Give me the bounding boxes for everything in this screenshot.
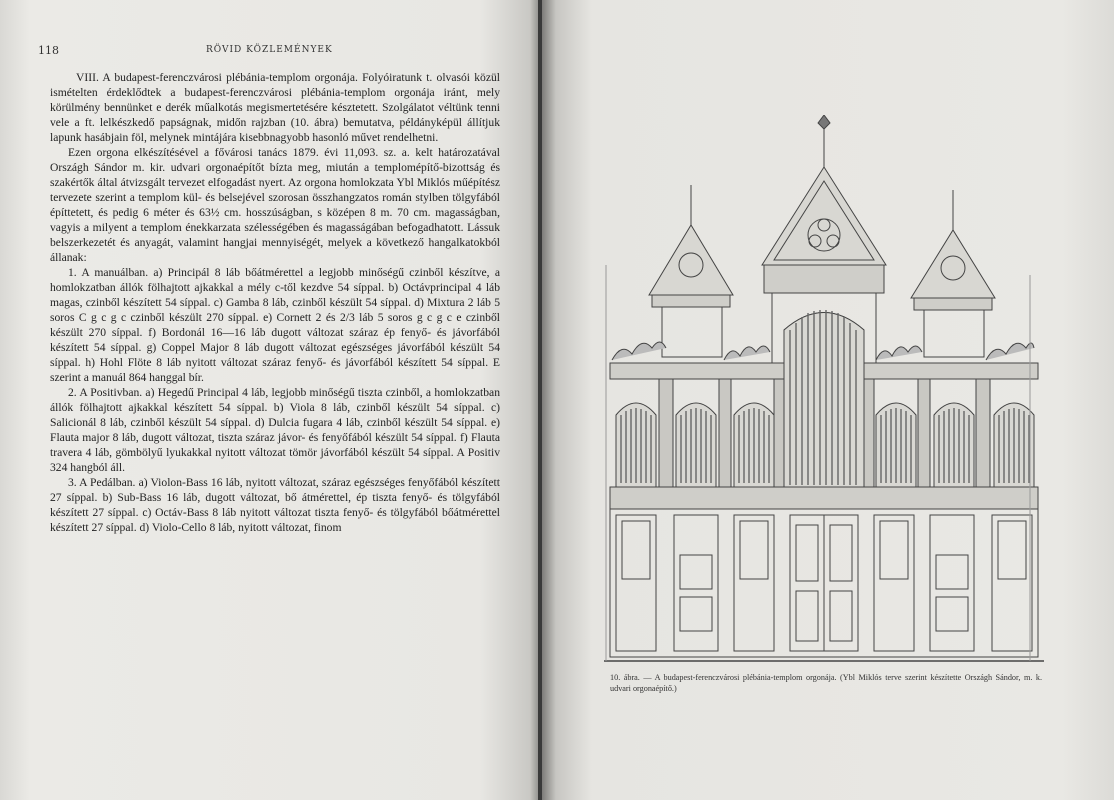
paragraph-intro: VIII. A budapest-ferenczvárosi plébánia-templom orgonája. Folyóiratunk t. olvasói közül ismételten érdeklődtek a budapest-ferenczvárosi plébánia-templom orgonája iránt, mely körülmény bennünket e derék műalkotás megismertetésére késztetett. Szolgálatot véltünk tenni vele a ft. lelkészkedő papságnak, midőn rajzban (10. ábra) bemutatva, példányképül állítjuk lapunk hasábjain föl, melynek mintájára kisebbnagyobb hasonló művet rendelhetni. — [50, 71, 500, 144]
organ-facade-drawing-icon — [604, 115, 1044, 663]
page-number: 118 — [38, 44, 59, 57]
paragraph-history: Ezen orgona elkészítésével a fővárosi tanács 1879. évi 11,093. sz. a. kelt határozatával Országh Sándor m. kir. udvari orgonaépítőt bízta meg, miután a templomépítő-bizottság és szakértők által átvizsgált tervezet elfogadást nyert. Az orgona homlokzata Ybl Miklós műépítész tervezete szerint a templom kül- és belsejével szorosan összhangzatos román stylben tölgyfából építtetett, és pedig 6 méter és 63½ cm. hosszúságban, s középen 8 m. 70 cm. magasságban, vagyis a milyent a templom énekkarzata szélességében és magasságában befogadhatott. Lássuk belszerkezetét és anyagát, valamint hangjai mennyiségét, melyek a következő hangalkatokból állanak: — [50, 146, 500, 264]
paragraph-pedal: 3. A Pedálban. a) Violon-Bass 16 láb, nyitott változat, száraz egészséges fenyőfából készített 27 síppal. b) Sub-Bass 16 láb, dugott változat, bő átmérettel, ép tiszta fenyő- és tölgyfából készített 27 síppal. c) Octáv-Bass 8 láb nyitott változat tiszta fenyő- és tölgyfából bőátmérettel készített 27 síppal. d) Violo-Cello 8 láb, nyitott változat, finom — [50, 476, 500, 534]
article-text — [50, 70, 500, 535]
running-head-title: RÖVID KÖZLEMÉNYEK — [206, 45, 333, 55]
left-page — [0, 0, 540, 800]
figure-caption: 10. ábra. — A budapest-ferenczvárosi plébánia-templom orgonája. (Ybl Miklós terve szerint készítette Országh Sándor, m. k. udvari orgonaépítő.) — [610, 673, 1042, 693]
paragraph-positiv: 2. A Positivban. a) Hegedű Principal 4 láb, legjobb minőségű tiszta czinből, a homlokzatban állók fölhajtott ajkakkal készített 54 síppal. b) Viola 8 láb, czinből készült 54 síppal. c) Salicionál 8 láb, czinből készült 54 síppal. d) Dulcia fugara 4 láb, czinből készült 54 síppal. e) Flauta major 8 láb, dugott változat, tiszta száraz jávor- és fenyőfából készült 54 síppal. f) Flauta travera 4 láb, gömbölyű lyukakkal nyitott változat tömör jávorfából készült 54 síppal. A Positiv 324 hangból áll. — [50, 386, 500, 474]
right-page — [542, 0, 1114, 800]
paragraph-manual: 1. A manuálban. a) Principál 8 láb bőátmérettel a legjobb minőségű czinből készítve, a homlokzatban állók fölhajtott ajkakkal a mély c-től kezdve 54 síppal. b) Octávprincipal 4 láb magas, czinből készített 54 síppal. c) Gamba 8 láb, czinből készült 54 síppal. d) Mixtura 2 láb 5 soros C g c g c czinből készült 270 síppal. e) Cornett 2 és 2/3 láb 5 soros g c g c e czinből készült 270 síppal. f) Bordonál 16—16 láb dugott változat száraz ép fenyő- és jávorfából készített 54 síppal. g) Coppel Major 8 láb dugott változat egészséges jávorfából készült 54 síppal. h) Hohl Flöte 8 láb nyitott változat száraz fenyő- és jávorfából készített 54 síppal. E szerint a manuál 864 hanggal bír. — [50, 266, 500, 384]
